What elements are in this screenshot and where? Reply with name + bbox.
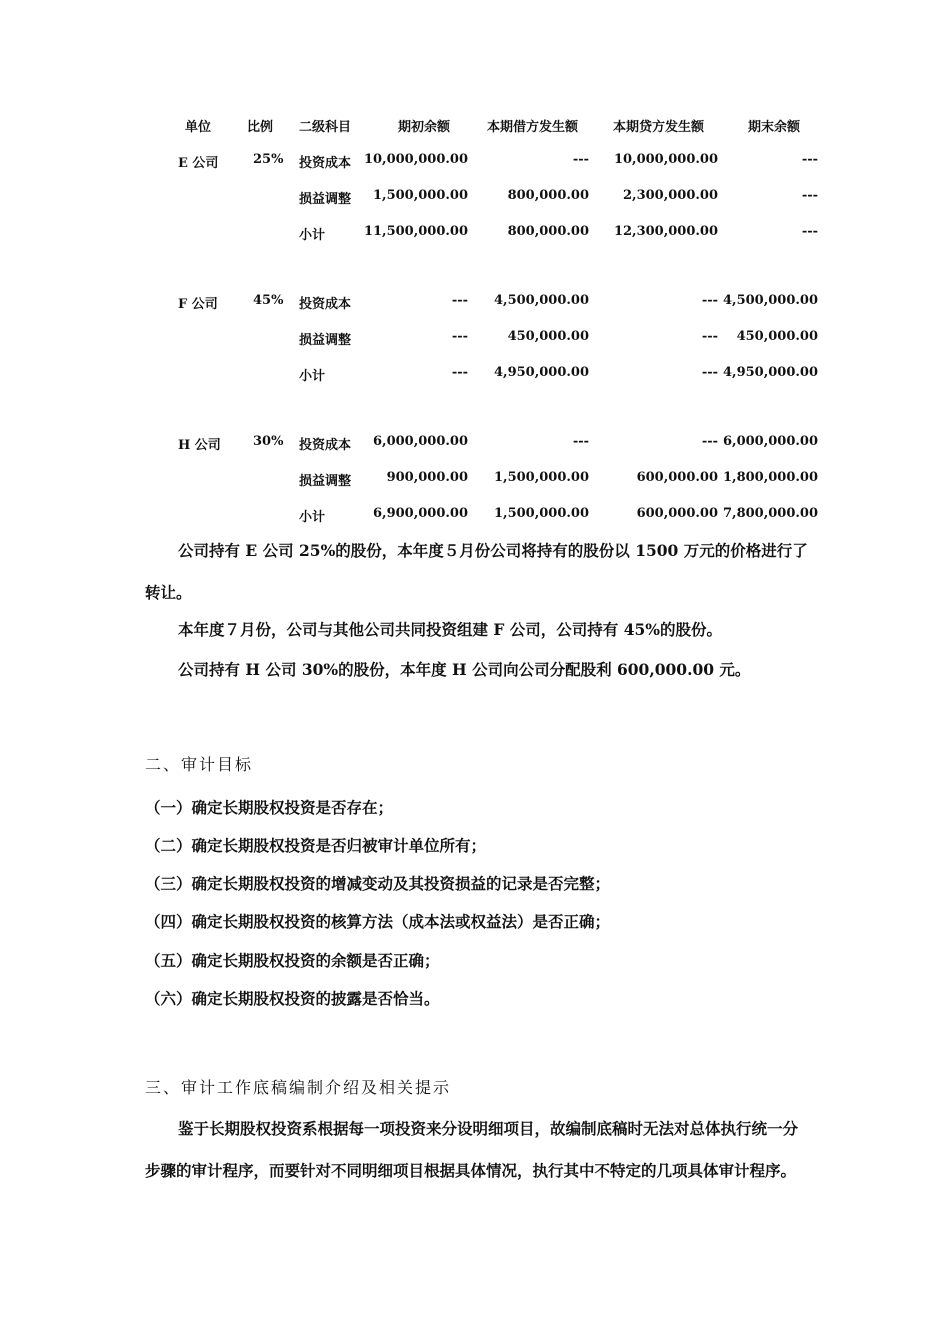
header-unit: 单位 [185, 120, 212, 135]
section-heading-audit-objectives: 二、审计目标 [145, 755, 254, 774]
objective-item: （五）确定长期股权投资的余额是否正确； [145, 951, 440, 970]
note-paragraph: 公司持有 H 公司 30%的股份，本年度 H 公司向公司分配股利 600,000.00 元。 [178, 660, 751, 679]
table-cell: --- [801, 152, 818, 167]
table-cell: 12,300,000.00 [613, 224, 718, 239]
table-cell: 损益调整 [299, 333, 352, 348]
table-cell: 4,950,000.00 [723, 365, 818, 380]
table-cell: 损益调整 [299, 192, 352, 207]
workpaper-paragraph: 鉴于长期股权投资系根据每一项投资来分设明细项目，故编制底稿时无法对总体执行统一分步骤的审计程序，而要针对不同明细项目根据具体情况，执行其中不特定的几项具体审计程序。 [145, 1119, 799, 1180]
table-cell: 10,000,000.00 [363, 152, 468, 167]
header-credit: 本期贷方发生额 [613, 120, 705, 135]
table-cell: 7,800,000.00 [723, 506, 818, 521]
table-cell: --- [451, 365, 468, 380]
table-cell: --- [701, 365, 718, 380]
table-cell: 900,000.00 [386, 470, 468, 485]
unit-label: E 公司 [178, 156, 219, 171]
table-cell: --- [801, 188, 818, 203]
table-cell: 1,500,000.00 [494, 506, 589, 521]
table-cell: 10,000,000.00 [613, 152, 718, 167]
table-cell: 600,000.00 [636, 506, 718, 521]
table-cell: 1,800,000.00 [723, 470, 818, 485]
header-opening-balance: 期初余额 [398, 120, 451, 135]
table-cell: 600,000.00 [636, 470, 718, 485]
table-cell: 1,500,000.00 [373, 188, 468, 203]
table-cell: 损益调整 [299, 474, 352, 489]
unit-label: H 公司 [178, 438, 221, 453]
table-cell: --- [451, 293, 468, 308]
table-cell: 小计 [299, 228, 326, 243]
header-subaccount: 二级科目 [299, 120, 352, 135]
objective-item: （二）确定长期股权投资是否归被审计单位所有； [145, 836, 487, 855]
table-cell: 小计 [299, 510, 326, 525]
table-cell: --- [701, 434, 718, 449]
note-paragraph: 本年度７月份，公司与其他公司共同投资组建 F 公司，公司持有 45%的股份。 [178, 620, 722, 639]
table-cell: --- [572, 152, 589, 167]
table-cell: --- [572, 434, 589, 449]
table-cell: --- [701, 293, 718, 308]
objective-item: （一）确定长期股权投资是否存在； [145, 798, 394, 817]
table-cell: 4,950,000.00 [494, 365, 589, 380]
objective-item: （四）确定长期股权投资的核算方法（成本法或权益法）是否正确； [145, 912, 611, 931]
ratio-label: 30% [253, 434, 284, 449]
table-cell: 4,500,000.00 [494, 293, 589, 308]
table-cell: 11,500,000.00 [363, 224, 468, 239]
objective-item: （六）确定长期股权投资的披露是否恰当。 [145, 989, 440, 1008]
header-closing-balance: 期末余额 [748, 120, 801, 135]
objective-item: （三）确定长期股权投资的增减变动及其投资损益的记录是否完整； [145, 874, 611, 893]
table-cell: 450,000.00 [736, 329, 818, 344]
table-cell: --- [801, 224, 818, 239]
table-cell: 450,000.00 [507, 329, 589, 344]
ratio-label: 45% [253, 293, 284, 308]
note-paragraph: 公司持有 E 公司 25%的股份，本年度５月份公司将持有的股份以 1500 万元的价格进行了转让。 [145, 541, 808, 602]
table-cell: --- [451, 329, 468, 344]
table-cell: 投资成本 [299, 297, 352, 312]
table-cell: 6,000,000.00 [723, 434, 818, 449]
table-cell: 800,000.00 [507, 224, 589, 239]
table-cell: 小计 [299, 369, 326, 384]
ratio-label: 25% [253, 152, 284, 167]
table-cell: 2,300,000.00 [623, 188, 718, 203]
table-cell: 投资成本 [299, 156, 352, 171]
table-cell: 1,500,000.00 [494, 470, 589, 485]
table-cell: 6,900,000.00 [373, 506, 468, 521]
unit-label: F 公司 [178, 297, 218, 312]
section-heading-workpaper-notes: 三、审计工作底稿编制介绍及相关提示 [145, 1078, 452, 1097]
table-cell: 6,000,000.00 [373, 434, 468, 449]
table-cell: --- [701, 329, 718, 344]
table-cell: 800,000.00 [507, 188, 589, 203]
header-debit: 本期借方发生额 [487, 120, 579, 135]
table-cell: 投资成本 [299, 438, 352, 453]
table-cell: 4,500,000.00 [723, 293, 818, 308]
header-ratio: 比例 [247, 120, 274, 135]
